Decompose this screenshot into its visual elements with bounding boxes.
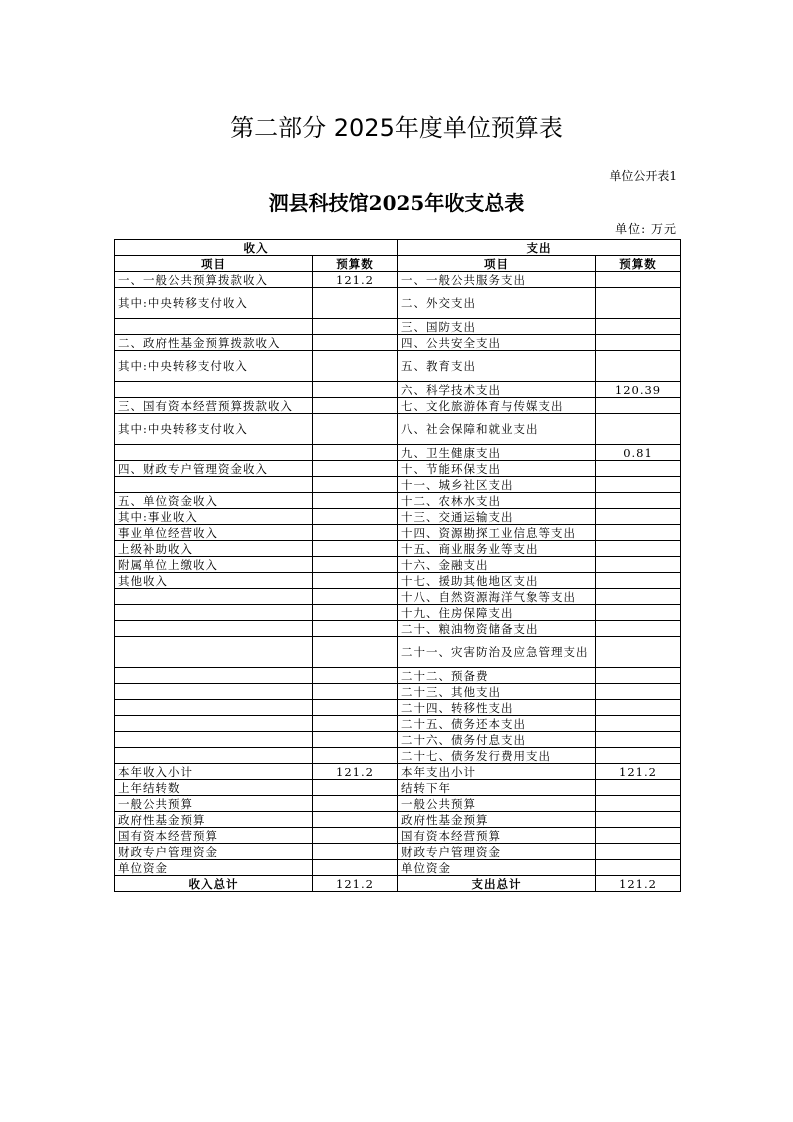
expense-amount-cell	[596, 796, 681, 812]
table-row	[115, 288, 681, 319]
income-amount-cell	[313, 844, 398, 860]
income-amount-cell	[313, 812, 398, 828]
income-item-cell	[115, 319, 313, 335]
expense-item-header: 项目	[398, 256, 596, 272]
income-item-cell: 四、财政专户管理资金收入	[115, 461, 313, 477]
income-amount-cell: 121.2	[313, 876, 398, 892]
table-row	[115, 541, 681, 557]
expense-amount-cell	[596, 541, 681, 557]
income-amount-cell	[313, 700, 398, 716]
income-item-cell: 财政专户管理资金	[115, 844, 313, 860]
expense-item-cell: 本年支出小计	[398, 764, 596, 780]
income-item-cell: 政府性基金预算	[115, 812, 313, 828]
income-item-cell	[115, 668, 313, 684]
table-row	[115, 398, 681, 414]
table-row	[115, 860, 681, 876]
table-row	[115, 319, 681, 335]
income-amount-cell	[313, 541, 398, 557]
expense-item-cell: 二十二、预备费	[398, 668, 596, 684]
income-amount-cell	[313, 573, 398, 589]
income-item-cell: 上年结转数	[115, 780, 313, 796]
income-amount-cell	[313, 860, 398, 876]
income-amount-cell	[313, 732, 398, 748]
table-row	[115, 621, 681, 637]
expense-item-cell: 结转下年	[398, 780, 596, 796]
expense-item-cell: 十三、交通运输支出	[398, 509, 596, 525]
income-amount-cell: 121.2	[313, 272, 398, 288]
table-row	[115, 382, 681, 398]
expense-item-cell: 十六、金融支出	[398, 557, 596, 573]
income-item-cell	[115, 732, 313, 748]
expense-item-cell: 五、教育支出	[398, 351, 596, 382]
table-row	[115, 445, 681, 461]
expense-amount-cell: 120.39	[596, 382, 681, 398]
income-amount-cell	[313, 637, 398, 668]
income-item-cell	[115, 637, 313, 668]
income-item-cell: 其中:中央转移支付收入	[115, 288, 313, 319]
expense-amount-cell: 0.81	[596, 445, 681, 461]
income-item-cell: 其中:事业收入	[115, 509, 313, 525]
table-row	[115, 461, 681, 477]
budget-summary-table	[114, 239, 681, 892]
expense-item-cell: 三、国防支出	[398, 319, 596, 335]
expense-amount-cell	[596, 780, 681, 796]
table-row	[115, 780, 681, 796]
expense-item-cell: 十八、自然资源海洋气象等支出	[398, 589, 596, 605]
expense-amount-cell	[596, 605, 681, 621]
expense-amount-cell	[596, 398, 681, 414]
expense-amount-cell	[596, 860, 681, 876]
expense-amount-cell	[596, 557, 681, 573]
income-section-header: 收入	[115, 240, 398, 256]
income-amount-cell	[313, 398, 398, 414]
expense-item-cell: 七、文化旅游体育与传媒支出	[398, 398, 596, 414]
table-row	[115, 700, 681, 716]
table-row	[115, 272, 681, 288]
table-row	[115, 876, 681, 892]
expense-item-cell: 国有资本经营预算	[398, 828, 596, 844]
expense-item-cell: 二十五、债务还本支出	[398, 716, 596, 732]
expense-amount-cell: 121.2	[596, 764, 681, 780]
table-row	[115, 589, 681, 605]
expense-item-cell: 二十一、灾害防治及应急管理支出	[398, 637, 596, 668]
expense-amount-cell	[596, 461, 681, 477]
table-row	[115, 414, 681, 445]
income-amount-cell	[313, 668, 398, 684]
income-item-cell	[115, 382, 313, 398]
income-amount-cell	[313, 557, 398, 573]
expense-item-cell: 一般公共预算	[398, 796, 596, 812]
table-row	[115, 605, 681, 621]
expense-amount-cell	[596, 637, 681, 668]
table-row	[115, 668, 681, 684]
expense-item-cell: 二十七、债务发行费用支出	[398, 748, 596, 764]
income-item-cell: 一、一般公共预算拨款收入	[115, 272, 313, 288]
expense-amount-cell	[596, 493, 681, 509]
income-amount-cell	[313, 414, 398, 445]
expense-item-cell: 单位资金	[398, 860, 596, 876]
income-amount-cell	[313, 382, 398, 398]
expense-item-cell: 十九、住房保障支出	[398, 605, 596, 621]
table-row	[115, 351, 681, 382]
income-amount-cell	[313, 828, 398, 844]
income-item-cell	[115, 445, 313, 461]
income-item-cell: 一般公共预算	[115, 796, 313, 812]
expense-amount-cell	[596, 414, 681, 445]
expense-amount-cell	[596, 335, 681, 351]
expense-amount-cell	[596, 509, 681, 525]
income-item-cell	[115, 621, 313, 637]
table-row	[115, 477, 681, 493]
income-amount-cell: 121.2	[313, 764, 398, 780]
expense-amount-cell	[596, 812, 681, 828]
table-row	[115, 828, 681, 844]
expense-amount-cell	[596, 732, 681, 748]
table-row	[115, 796, 681, 812]
expense-amount-cell	[596, 700, 681, 716]
income-item-cell	[115, 477, 313, 493]
expense-amount-cell	[596, 272, 681, 288]
income-amount-cell	[313, 684, 398, 700]
expense-item-cell: 十五、商业服务业等支出	[398, 541, 596, 557]
income-item-cell	[115, 716, 313, 732]
table-row	[115, 748, 681, 764]
expense-item-cell: 十二、农林水支出	[398, 493, 596, 509]
income-amount-cell	[313, 493, 398, 509]
table-row	[115, 732, 681, 748]
page-title: 第二部分 2025年度单位预算表	[230, 114, 563, 142]
table-row	[115, 812, 681, 828]
income-item-cell: 五、单位资金收入	[115, 493, 313, 509]
expense-item-cell: 六、科学技术支出	[398, 382, 596, 398]
income-amount-cell	[313, 445, 398, 461]
expense-item-cell: 二、外交支出	[398, 288, 596, 319]
expense-item-cell: 十四、资源勘探工业信息等支出	[398, 525, 596, 541]
expense-amount-cell	[596, 351, 681, 382]
expense-amount-cell	[596, 748, 681, 764]
expense-item-cell: 十七、援助其他地区支出	[398, 573, 596, 589]
expense-amount-cell	[596, 525, 681, 541]
income-amount-cell	[313, 796, 398, 812]
income-item-cell	[115, 684, 313, 700]
expense-amount-cell	[596, 828, 681, 844]
income-amount-cell	[313, 461, 398, 477]
income-amount-cell	[313, 477, 398, 493]
table-row	[115, 684, 681, 700]
income-amount-cell	[313, 716, 398, 732]
expense-amount-header: 预算数	[596, 256, 681, 272]
table-title: 泗县科技馆2025年收支总表	[268, 191, 525, 215]
column-header-row	[115, 256, 681, 272]
expense-item-cell: 财政专户管理资金	[398, 844, 596, 860]
income-amount-cell	[313, 525, 398, 541]
expense-amount-cell: 121.2	[596, 876, 681, 892]
expense-item-cell: 十一、城乡社区支出	[398, 477, 596, 493]
expense-amount-cell	[596, 716, 681, 732]
expense-item-cell: 十、节能环保支出	[398, 461, 596, 477]
income-item-cell	[115, 748, 313, 764]
table-row	[115, 335, 681, 351]
expense-amount-cell	[596, 573, 681, 589]
income-item-cell: 单位资金	[115, 860, 313, 876]
table-row	[115, 557, 681, 573]
expense-item-cell: 二十、粮油物资储备支出	[398, 621, 596, 637]
income-item-cell	[115, 589, 313, 605]
income-amount-cell	[313, 780, 398, 796]
table-row	[115, 716, 681, 732]
income-amount-cell	[313, 335, 398, 351]
income-item-cell	[115, 700, 313, 716]
expense-item-cell: 八、社会保障和就业支出	[398, 414, 596, 445]
table-row	[115, 493, 681, 509]
income-item-cell: 国有资本经营预算	[115, 828, 313, 844]
table-row	[115, 764, 681, 780]
income-item-cell: 二、政府性基金预算拨款收入	[115, 335, 313, 351]
table-row	[115, 637, 681, 668]
expense-amount-cell	[596, 319, 681, 335]
income-item-cell: 附属单位上缴收入	[115, 557, 313, 573]
income-item-cell: 本年收入小计	[115, 764, 313, 780]
income-amount-cell	[313, 288, 398, 319]
income-amount-cell	[313, 621, 398, 637]
expense-item-cell: 二十六、债务付息支出	[398, 732, 596, 748]
expense-amount-cell	[596, 288, 681, 319]
expense-amount-cell	[596, 621, 681, 637]
table-row	[115, 573, 681, 589]
expense-item-cell: 九、卫生健康支出	[398, 445, 596, 461]
expense-amount-cell	[596, 668, 681, 684]
income-item-cell: 收入总计	[115, 876, 313, 892]
income-amount-cell	[313, 605, 398, 621]
expense-item-cell: 支出总计	[398, 876, 596, 892]
income-item-cell: 事业单位经营收入	[115, 525, 313, 541]
unit-label: 单位: 万元	[615, 222, 677, 236]
expense-item-cell: 二十四、转移性支出	[398, 700, 596, 716]
income-item-cell: 其中:中央转移支付收入	[115, 414, 313, 445]
expense-amount-cell	[596, 477, 681, 493]
income-item-header: 项目	[115, 256, 313, 272]
table-row	[115, 525, 681, 541]
income-amount-cell	[313, 748, 398, 764]
income-amount-cell	[313, 509, 398, 525]
expense-item-cell: 四、公共安全支出	[398, 335, 596, 351]
income-amount-cell	[313, 351, 398, 382]
expense-item-cell: 政府性基金预算	[398, 812, 596, 828]
income-item-cell: 上级补助收入	[115, 541, 313, 557]
income-item-cell: 其他收入	[115, 573, 313, 589]
income-item-cell: 三、国有资本经营预算拨款收入	[115, 398, 313, 414]
income-item-cell	[115, 605, 313, 621]
expense-amount-cell	[596, 589, 681, 605]
income-amount-header: 预算数	[313, 256, 398, 272]
income-amount-cell	[313, 589, 398, 605]
expense-amount-cell	[596, 844, 681, 860]
section-header-row	[115, 240, 681, 256]
income-item-cell: 其中:中央转移支付收入	[115, 351, 313, 382]
income-amount-cell	[313, 319, 398, 335]
table-row	[115, 509, 681, 525]
expense-amount-cell	[596, 684, 681, 700]
expense-item-cell: 一、一般公共服务支出	[398, 272, 596, 288]
expense-item-cell: 二十三、其他支出	[398, 684, 596, 700]
table-number: 单位公开表1	[609, 169, 677, 183]
expense-section-header: 支出	[398, 240, 681, 256]
table-row	[115, 844, 681, 860]
